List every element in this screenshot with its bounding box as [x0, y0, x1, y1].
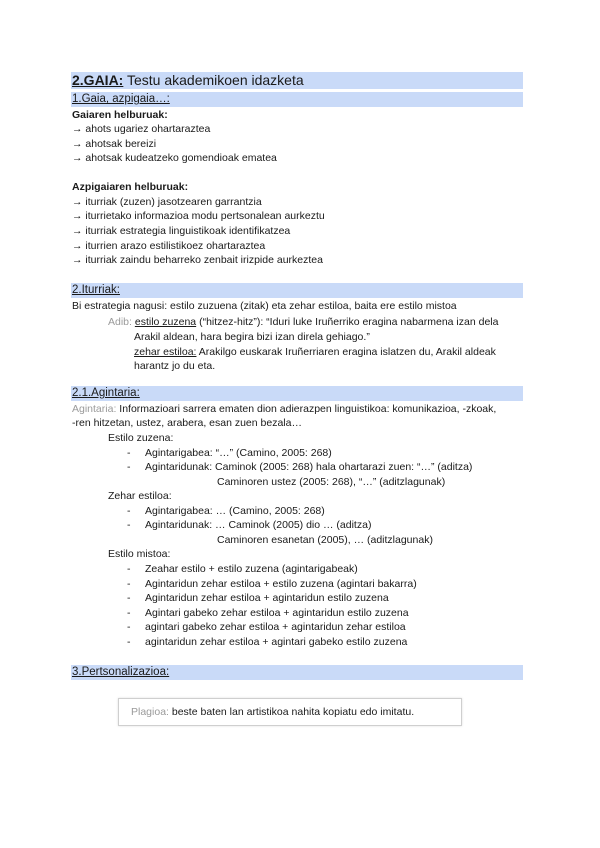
- list-dash: -: [127, 636, 131, 648]
- gaia-item: → ahotsak kudeatzeko gomendioak ematea: [72, 152, 277, 164]
- mistoa-item: agintaridun zehar estiloa + agintari gabeko estilo zuzena: [145, 636, 408, 648]
- plagioa-note-box: [118, 698, 462, 726]
- agintaria-def-line1: Informazioari sarrera ematen dion adierazpen linguistikoa: komunikazioa, -zkoak,: [119, 403, 497, 415]
- plagioa-note: [131, 705, 414, 719]
- section21-heading: 2.1.Agintaria:: [72, 387, 140, 399]
- gaia-label: Gaiaren helburuak:: [72, 109, 168, 121]
- mistoa-item: Zeahar estilo + estilo zuzena (agintarigabeak): [145, 563, 358, 575]
- azpigaia-item: → iturrien arazo estilistikoez ohartaraztea: [72, 240, 266, 252]
- zuzena-item: Agintaridunak: Caminok (2005: 268) hala ohartarazi zuen: “…” (aditza): [145, 461, 473, 473]
- list-dash: -: [127, 447, 131, 459]
- title-text: Testu akademikoen idazketa: [126, 72, 304, 88]
- agintaria-label: Agintaria:: [72, 403, 117, 415]
- adib-label: Adib:: [108, 316, 132, 328]
- zuzena-example: [108, 315, 498, 329]
- zuzena-item: Agintarigabea: “…” (Camino, 2005: 268): [145, 447, 332, 459]
- list-dash: -: [127, 621, 131, 633]
- azpigaia-label: Azpigaiaren helburuak:: [72, 181, 189, 193]
- mistoa-item: agintari gabeko zehar estiloa + agintaridun zehar estiloa: [145, 621, 406, 633]
- list-dash: -: [127, 607, 131, 619]
- list-dash: -: [127, 578, 131, 590]
- title-number: 2.GAIA:: [72, 72, 124, 88]
- zehar-line1: Arakilgo euskarak Iruñerriaren eragina islatzen du, Arakil aldeak: [198, 346, 496, 358]
- zehar-example: [134, 345, 496, 359]
- azpigaia-item: → iturriak zaindu beharreko zenbait irizpide aurkeztea: [72, 254, 323, 266]
- azpigaia-item: → iturrietako informazioa modu pertsonalean aurkeztu: [72, 210, 325, 222]
- gaia-item: → ahots ugariez ohartaraztea: [72, 123, 211, 135]
- zuzena-line1: (“hitzez-hitz”): “Iduri luke Iruñerriko eragina nabarmena izan dela: [199, 316, 499, 328]
- mistoa-item: Agintaridun zehar estiloa + agintaridun estilo zuzena: [145, 592, 389, 604]
- mistoa-item: Agintari gabeko zehar estiloa + agintaridun estilo zuzena: [145, 607, 409, 619]
- list-dash: -: [127, 563, 131, 575]
- azpigaia-item: → iturriak (zuzen) jasotzearen garrantzia: [72, 196, 262, 208]
- zehar-line2: harantz jo du eta.: [134, 360, 216, 372]
- section1-heading: 1.Gaia, azpigaia…:: [72, 93, 170, 105]
- plagioa-text: beste baten lan artistikoa nahita kopiatu edo imitatu.: [171, 706, 415, 718]
- zuzena-label: estilo zuzena: [134, 316, 197, 328]
- section2-band: [71, 283, 523, 298]
- section3-heading: 3.Pertsonalizazioa:: [72, 666, 170, 678]
- zuzena-line2: Arakil aldean, hara begira bizi izan direla gehiago.”: [134, 331, 370, 343]
- list-dash: -: [127, 461, 131, 473]
- agintaria-definition: [72, 402, 496, 416]
- page-title: [72, 72, 304, 89]
- section2-heading: 2.Iturriak:: [72, 284, 120, 296]
- list-dash: -: [127, 505, 131, 517]
- zehar-item: Agintaridunak: … Caminok (2005) dio … (aditza): [145, 519, 372, 531]
- zehar-label: zehar estiloa:: [134, 346, 197, 358]
- agintaria-def-line2: -ren hitzetan, ustez, arabera, esan zuen bezala…: [72, 417, 302, 429]
- estilo-zuzena-label: Estilo zuzena:: [108, 432, 174, 444]
- section2-intro: Bi estrategia nagusi: estilo zuzuena (zitak) eta zehar estiloa, baita ere estilo mistoa: [72, 300, 457, 312]
- list-dash: -: [127, 592, 131, 604]
- plagioa-label: Plagioa:: [131, 706, 169, 718]
- gaia-item: → ahotsak bereizi: [72, 138, 157, 150]
- azpigaia-item: → iturriak estrategia linguistikoak identifikatzea: [72, 225, 291, 237]
- list-dash: -: [127, 519, 131, 531]
- zehar-estiloa-label: Zehar estiloa:: [108, 490, 172, 502]
- estilo-mistoa-label: Estilo mistoa:: [108, 548, 171, 560]
- mistoa-item: Agintaridun zehar estiloa + estilo zuzena (agintari bakarra): [145, 578, 417, 590]
- zehar-item: Agintarigabea: … (Camino, 2005: 268): [145, 505, 325, 517]
- zuzena-item-cont: Caminoren ustez (2005: 268), “…” (aditzlagunak): [217, 476, 446, 488]
- zehar-item-cont: Caminoren esanetan (2005), … (aditzlagunak): [217, 534, 433, 546]
